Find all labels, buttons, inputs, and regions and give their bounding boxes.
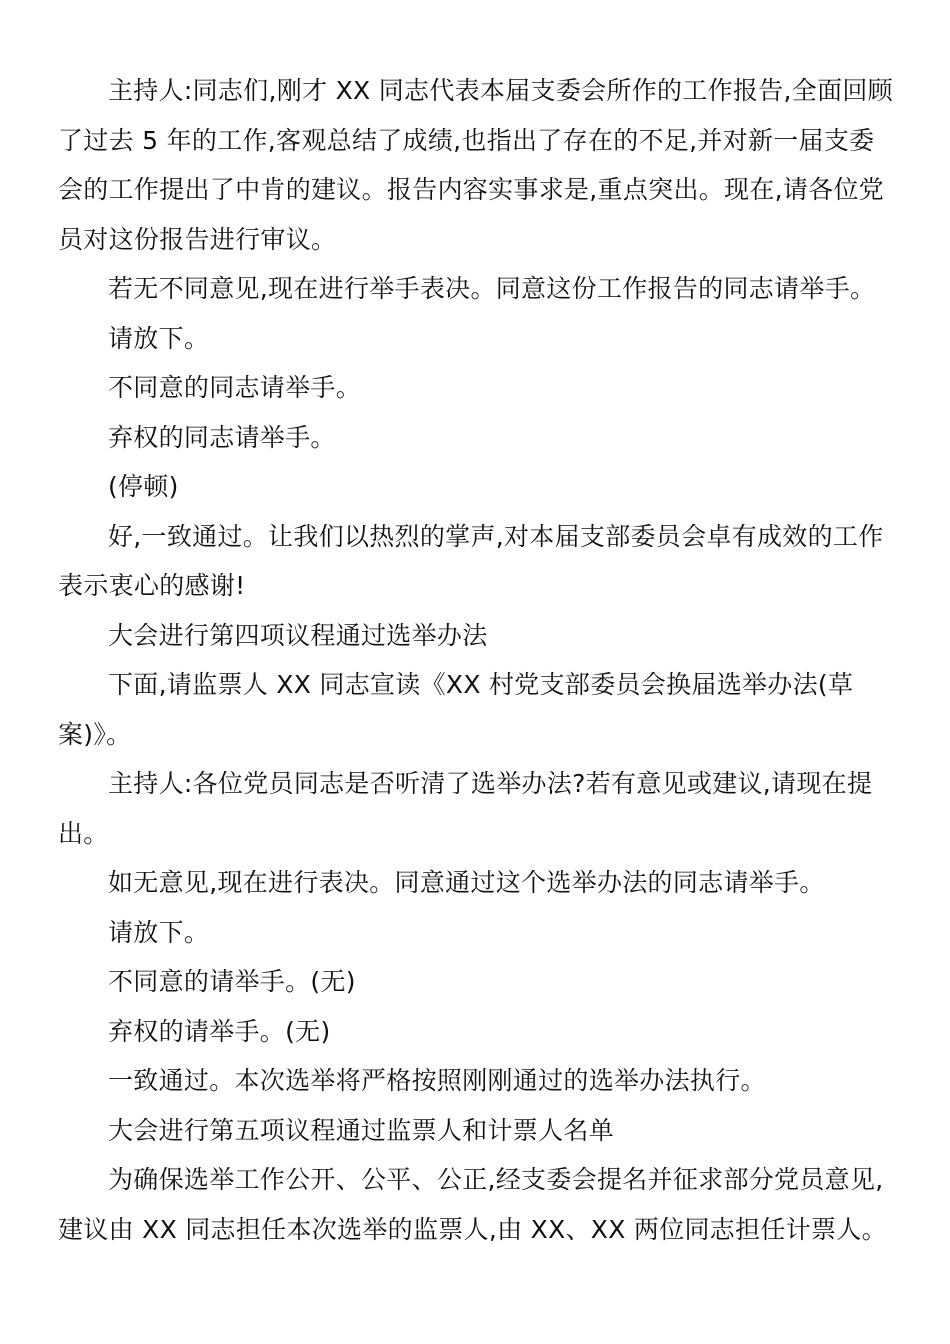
paragraph-abstain-none: 弃权的请举手。(无)	[108, 1016, 331, 1046]
paragraph-disagree-call: 不同意的同志请举手。	[108, 373, 362, 402]
paragraph-unanimous-rules: 一致通过。本次选举将严格按照刚刚通过的选举办法执行。	[108, 1066, 766, 1095]
paragraph-disagree-none: 不同意的请举手。(无)	[108, 967, 356, 996]
heading-agenda-item-4: 大会进行第四项议程通过选举办法	[108, 620, 488, 650]
paragraph-read-election-rules: 下面,请监票人 XX 同志宣读《XX 村党支部委员会换届选举办法(草案)》。	[58, 670, 854, 749]
paragraph-ask-opinions: 主持人:各位党员同志是否听清了选举办法?若有意见或建议,请现在提出。	[58, 769, 873, 848]
paragraph-report-review: 主持人:同志们,刚才 XX 同志代表本届支委会所作的工作报告,全面回顾了过去 5 年的工作,客观总结了成绩,也指出了存在的不足,并对新一届支委会的工作提出了中肯的建议。报告内容实事求是,重点突出。现在,请各位党员对这份报告进行审议。	[58, 76, 893, 254]
paragraph-pause: (停顿)	[108, 472, 179, 501]
paragraph-vote-rules: 如无意见,现在进行表决。同意通过这个选举办法的同志请举手。	[108, 868, 825, 897]
heading-agenda-item-5: 大会进行第五项议程通过监票人和计票人名单	[108, 1115, 615, 1145]
paragraph-scrutineers-proposal: 为确保选举工作公开、公平、公正,经支委会提名并征求部分党员意见,建议由 XX 同志担任本次选举的监票人,由 XX、XX 两位同志担任计票人。	[58, 1165, 887, 1244]
paragraph-hands-down: 请放下。	[108, 323, 210, 353]
paragraph-abstain-call: 弃权的同志请举手。	[108, 422, 336, 452]
paragraph-unanimous-thanks: 好,一致通过。让我们以热烈的掌声,对本届支部委员会卓有成效的工作表示衷心的感谢!	[58, 521, 884, 600]
paragraph-hands-down-2: 请放下。	[108, 917, 210, 947]
document-body	[58, 66, 894, 1254]
paragraph-vote-call: 若无不同意见,现在进行举手表决。同意这份工作报告的同志请举手。	[108, 274, 876, 303]
